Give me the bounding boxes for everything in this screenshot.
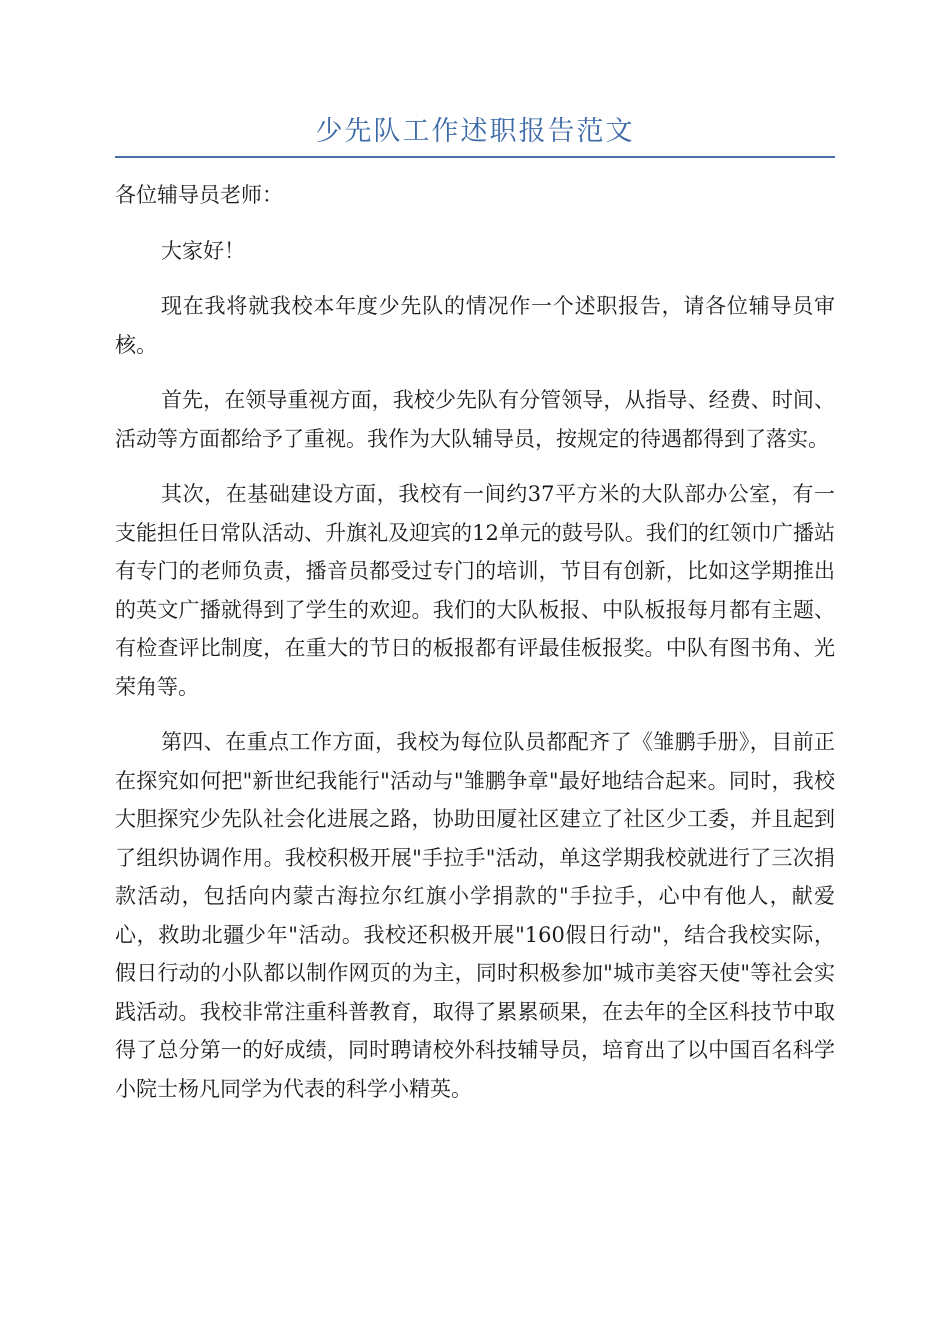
document-body (115, 176, 835, 1125)
paragraph-infrastructure: 其次，在基础建设方面，我校有一间约37平方米的大队部办公室，有一支能担任日常队活动、升旗礼及迎宾的12单元的鼓号队。我们的红领巾广播站有专门的老师负责，播音员都受过专门的培训，节目有创新，比如这学期推出的英文广播就得到了学生的欢迎。我们的大队板报、中队板报每月都有主题、有检查评比制度，在重大的节日的板报都有评最佳板报奖。中队有图书角、光荣角等。 (115, 482, 835, 699)
paragraph-leadership: 首先，在领导重视方面，我校少先队有分管领导，从指导、经费、时间、活动等方面都给予了重视。我作为大队辅导员，按规定的待遇都得到了落实。 (115, 388, 835, 451)
document-title: 少先队工作述职报告范文 (315, 116, 635, 147)
title-block (115, 112, 835, 158)
salutation: 各位辅导员老师： (115, 183, 283, 207)
paragraph-key-work: 第四、在重点工作方面，我校为每位队员都配齐了《雏鹏手册》，目前正在探究如何把"新世纪我能行"活动与"雏鹏争章"最好地结合起来。同时，我校大胆探究少先队社会化进展之路，协助田厦社区建立了社区少工委，并且起到了组织协调作用。我校积极开展"手拉手"活动，单这学期我校就进行了三次捐款活动，包括向内蒙古海拉尔红旗小学捐款的"手拉手，心中有他人，献爱心，救助北疆少年"活动。我校还积极开展"160假日行动"，结合我校实际，假日行动的小队都以制作网页的为主，同时积极参加"城市美容天使"等社会实践活动。我校非常注重科普教育，取得了累累硕果，在去年的全区科技节中取得了总分第一的好成绩，同时聘请校外科技辅导员，培育出了以中国百名科学小院士杨凡同学为代表的科学小精英。 (115, 730, 835, 1101)
paragraph-intro: 现在我将就我校本年度少先队的情况作一个述职报告，请各位辅导员审核。 (115, 294, 835, 357)
paragraph-greeting: 大家好！ (161, 238, 245, 263)
